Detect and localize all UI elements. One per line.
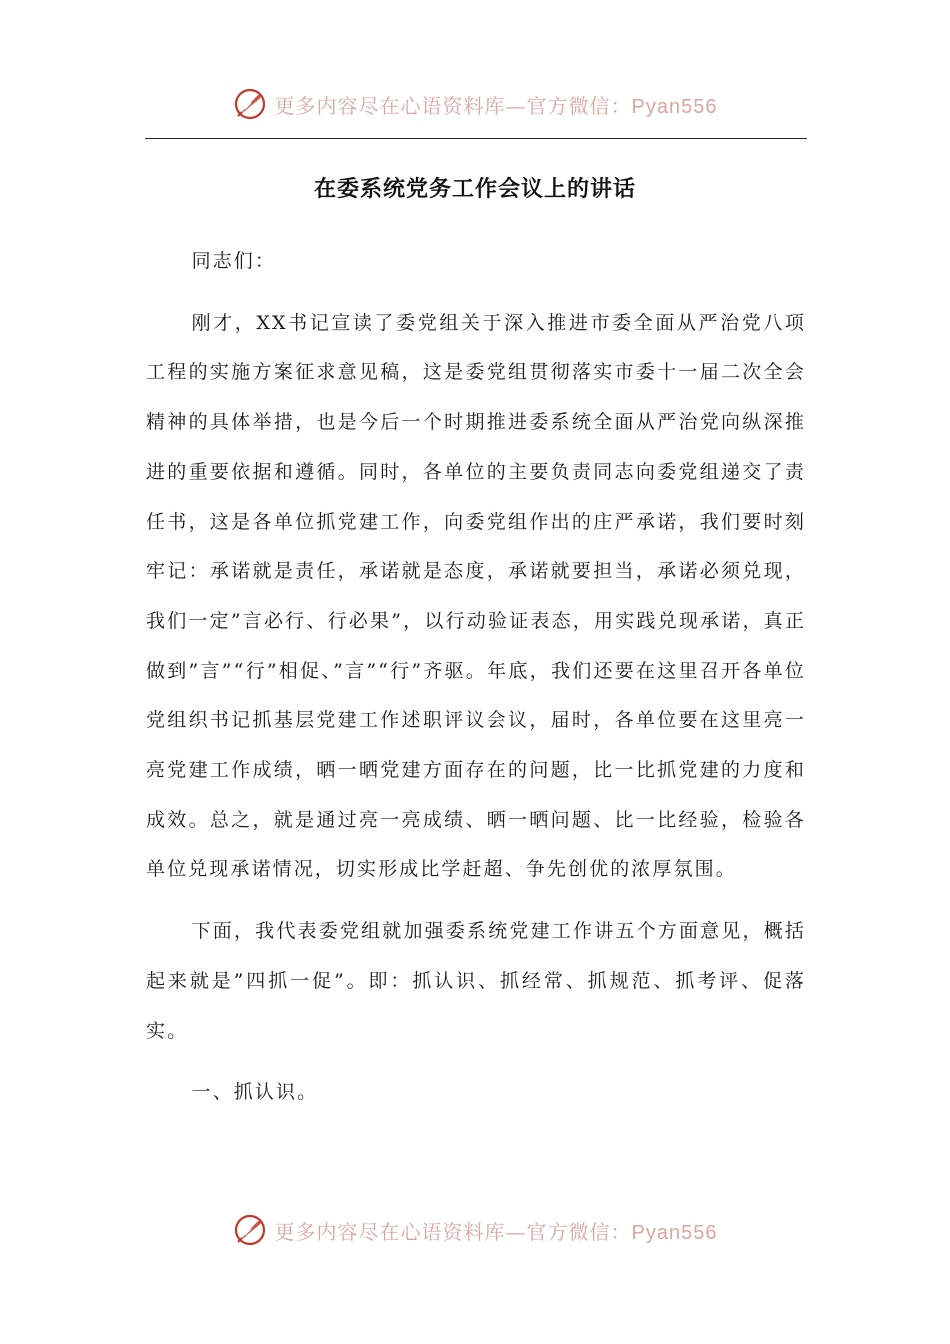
- header-watermark: [0, 84, 950, 124]
- section-heading: 一、抓认识。: [191, 1081, 319, 1104]
- body-paragraph: 刚才，XX书记宣读了委党组关于深入推进市委全面从严治党八项工程的实施方案征求意见稿，这是委党组贯彻落实市委十一届二次全会精神的具体举措，也是今后一个时期推进委系统全面从严治党向纵深推进的重要依据和遵循。同时，各单位的主要负责同志向委党组递交了责任书，这是各单位抓党建工作，向委党组作出的庄严承诺，我们要时刻牢记：承诺就是责任，承诺就是态度，承诺就要担当，承诺必须兑现，我们一定”言必行、行必果”，以行动验证表态，用实践兑现承诺，真正做到”言”“行”相促、”言”“行”齐驱。年底，我们还要在这里召开各单位党组织书记抓基层党建工作述职评议会议，届时，各单位要在这里亮一亮党建工作成绩，晒一晒党建方面存在的问题，比一比抓党建的力度和成效。总之，就是通过亮一亮成绩、晒一晒问题、比一比经验，检验各单位兑现承诺情况，切实形成比学赶超、争先创优的浓厚氛围。: [146, 311, 806, 881]
- body-paragraph: 下面，我代表委党组就加强委系统党建工作讲五个方面意见，概括起来就是”四抓一促”。即：抓认识、抓经常、抓规范、抓考评、促落实。: [146, 920, 806, 1042]
- footer-watermark: [0, 1210, 950, 1250]
- quill-pen-logo-icon: [233, 87, 267, 121]
- document-body: [146, 237, 806, 1130]
- watermark-text: 更多内容尽在心语资料库—官方微信：Pyan556: [274, 1219, 718, 1244]
- salutation: 同志们：: [191, 250, 276, 272]
- header-divider: [145, 138, 807, 139]
- watermark-text: 更多内容尽在心语资料库—官方微信：Pyan556: [274, 93, 718, 118]
- quill-pen-logo-icon: [233, 1213, 267, 1247]
- document-title: 在委系统党务工作会议上的讲话: [313, 177, 636, 202]
